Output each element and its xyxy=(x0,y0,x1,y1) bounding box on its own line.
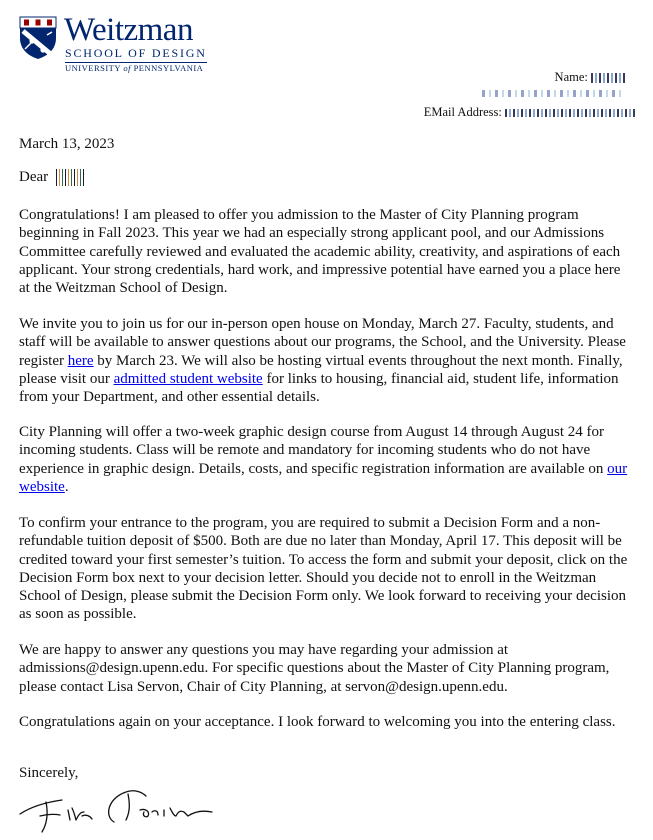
redacted-name-line xyxy=(482,90,624,97)
paragraph-closing: Congratulations again on your acceptance. I look forward to welcoming you into the entering class. xyxy=(19,714,616,730)
logo-school-line: SCHOOL OF DESIGN xyxy=(65,46,207,63)
admitted-student-website-link[interactable]: admitted student website xyxy=(113,370,263,387)
name-field xyxy=(555,70,625,85)
redacted-email xyxy=(505,109,635,117)
letter-date: March 13, 2023 xyxy=(19,136,115,152)
salutation xyxy=(19,169,86,186)
salutation-text: Dear xyxy=(19,169,49,185)
closing-sincerely: Sincerely, xyxy=(19,765,79,781)
weitzman-logo xyxy=(19,12,239,78)
logo-wordmark: Weitzman xyxy=(64,12,193,48)
paragraph-congratulations: Congratulations! I am pleased to offer you admission to the Master of City Planning program beginning in Fall 2023. This year we had an especially strong applicant pool, and our Admissions Committee carefully reviewed and evaluated the academic ability, creativity, and aspirations of each applicant. Your strong credentials, hard work, and impressive potential have earned you a place here at the Weitzman School of Design. xyxy=(19,207,621,297)
penn-shield-icon xyxy=(19,16,57,60)
paragraph-decision-form: To confirm your entrance to the program, you are required to submit a Decision Form and a non-refundable tuition deposit of $500. Both are due no later than Monday, April 17. This deposit will be credited toward your first semester’s tuition. To access the form and submit your deposit, click on the Decision Form box next to your decision letter. Should you decide not to enroll in the Weitzman School of Design, please submit the Decision Form only. We look forward to receiving your decision as soon as possible. xyxy=(19,515,628,623)
email-label: EMail Address: xyxy=(423,105,502,119)
name-label: Name: xyxy=(554,70,588,84)
register-link[interactable]: here xyxy=(67,352,94,369)
email-field xyxy=(424,105,635,120)
paragraph-design-course: City Planning will offer a two-week graphic design course from August 14 through August 24 for incoming students. Class will be remote and mandatory for incoming students who do not have experience in graphic design. Details, costs, and specific registration information are available on our website. xyxy=(19,424,628,495)
redacted-recipient xyxy=(56,169,86,186)
logo-university-line: UNIVERSITY of PENNSYLVANIA xyxy=(65,63,204,73)
our-website-link[interactable]: our website xyxy=(19,460,628,495)
redacted-name xyxy=(591,73,625,83)
paragraph-contact: We are happy to answer any questions you may have regarding your admission at admissions@design.upenn.edu. For specific questions about the Master of City Planning program, please contact Lisa Servon, Chair of City Planning, at servon@design.upenn.edu. xyxy=(19,642,610,695)
handwritten-signature xyxy=(18,782,218,838)
paragraph-open-house: We invite you to join us for our in-person open house on Monday, March 27. Faculty, students, and staff will be available to answer questions about our programs, the School, and the University. Please register here by March 23. We will also be hosting virtual events throughout the next month. Finally, please visit our admitted student website for links to housing, financial aid, student life, information from your Department, and other essential details. xyxy=(19,316,626,406)
